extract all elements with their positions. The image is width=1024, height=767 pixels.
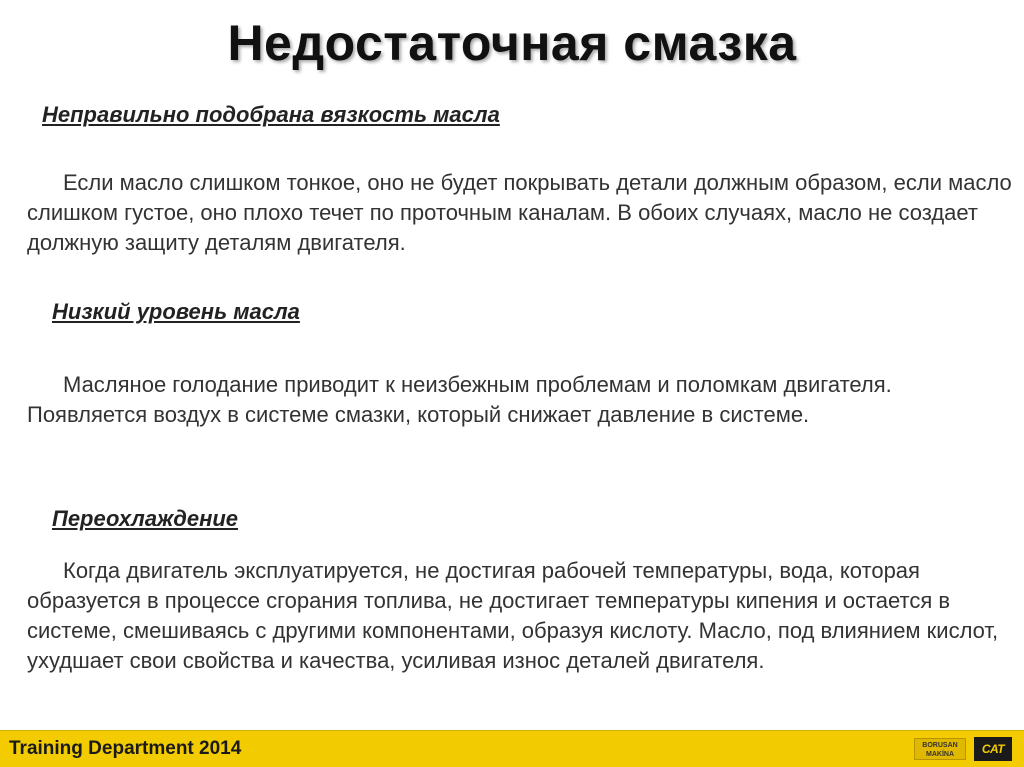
- section-text-overcooling-content: Когда двигатель эксплуатируется, не достигая рабочей температуры, вода, которая образуется в процессе сгорания топлива, не достигает температуры кипения и остается в системе, смешиваясь с другими компонентами, образуя кислоту. Масло, под влиянием кислот, ухудшает свои свойства и качества, усиливая износ деталей двигателя.: [27, 558, 999, 673]
- footer-bar: [0, 730, 1024, 767]
- borusan-logo-label: BORUSAN MAKİNA: [922, 742, 958, 758]
- section-text-overcooling: [27, 556, 1012, 676]
- section-heading-overcooling: Переохлаждение: [52, 506, 239, 531]
- borusan-logo: [914, 738, 966, 760]
- section-text-viscosity-content: Если масло слишком тонкое, оно не будет покрывать детали должным образом, если масло слишком густое, оно плохо течет по проточным каналам. В обоих случаях, масло не создает должную защиту деталям двигателя.: [27, 170, 1012, 255]
- section-heading-low-level: Низкий уровень масла: [52, 299, 300, 324]
- slide-title: Недостаточная смазка: [227, 15, 797, 71]
- section-text-viscosity: [27, 168, 1012, 258]
- section-heading-viscosity: Неправильно подобрана вязкость масла: [42, 102, 500, 127]
- section-text-low-level-content: Масляное голодание приводит к неизбежным проблемам и поломкам двигателя. Появляется воздух в системе смазки, который снижает давление в системе.: [27, 372, 892, 427]
- cat-logo-label: CAT: [981, 742, 1005, 756]
- footer-text: Training Department 2014: [9, 738, 242, 759]
- cat-logo: [974, 737, 1012, 761]
- section-text-low-level: [27, 370, 1012, 430]
